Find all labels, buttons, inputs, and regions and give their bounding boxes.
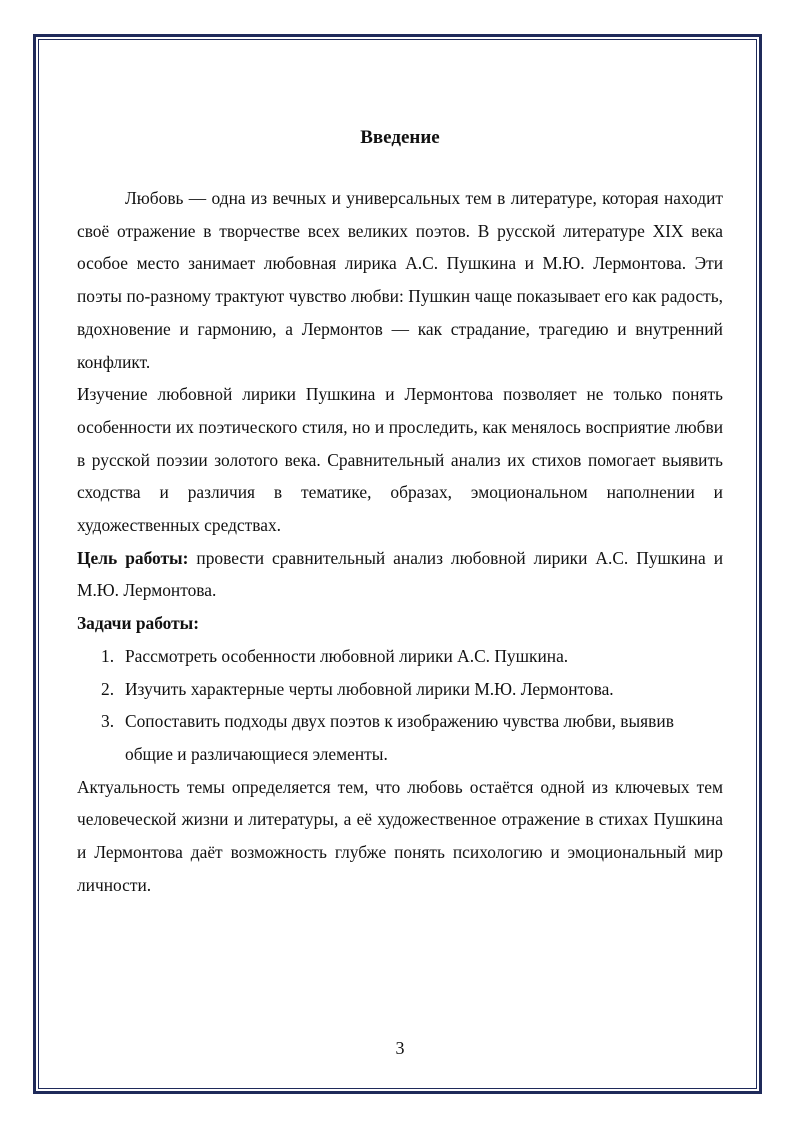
relevance-paragraph: Актуальность темы определяется тем, что любовь остаётся одной из ключевых тем человеческой жизни и литературы, а её художественное отражение в стихах Пушкина и Лермонтова даёт возможность глубже понять психологию и эмоциональный мир личности.: [77, 776, 723, 895]
document-body: [77, 120, 723, 901]
intro-paragraph-2: Изучение любовной лирики Пушкина и Лермонтова позволяет не только понять особенности их поэтического стиля, но и проследить, как менялось восприятие любви в русской поэзии золотого века. Сравнительный анализ их стихов помогает выявить сходства и различия в тематике, образах, эмоциональном наполнении и художественных средствах.: [77, 384, 723, 536]
page-number: 3: [395, 1038, 405, 1058]
list-item-text: Сопоставить подходы двух поэтов к изображению чувства любви, выявив общие и различающиеся элементы.: [125, 711, 674, 764]
tasks-list: [77, 640, 723, 771]
list-item: [77, 673, 723, 706]
intro-paragraph-1: Любовь — одна из вечных и универсальных тем в литературе, которая находит своё отражение в творчестве всех великих поэтов. В русской литературе XIX века особое место занимает любовная лирика А.С. Пушкина и М.Ю. Лермонтова. Эти поэты по-разному трактуют чувство любви: Пушкин чаще показывает его как радость, вдохновение и гармонию, а Лермонтов — как страдание, трагедию и внутренний конфликт.: [77, 188, 723, 372]
tasks-label: Задачи работы:: [77, 613, 200, 634]
list-item-text: Изучить характерные черты любовной лирики М.Ю. Лермонтова.: [125, 678, 614, 699]
goal-text: провести сравнительный анализ любовной лирики А.С. Пушкина и М.Ю. Лермонтова.: [77, 547, 723, 601]
list-item-number: 1.: [101, 645, 115, 666]
list-item: [77, 640, 723, 673]
list-item-number: 2.: [101, 678, 115, 699]
list-item-text: Рассмотреть особенности любовной лирики А.С. Пушкина.: [125, 645, 569, 666]
list-item: [77, 705, 723, 770]
goal-label: Цель работы:: [77, 547, 189, 568]
page-title: Введение: [360, 127, 440, 148]
list-item-number: 3.: [101, 711, 115, 732]
goal-paragraph: [77, 542, 723, 607]
